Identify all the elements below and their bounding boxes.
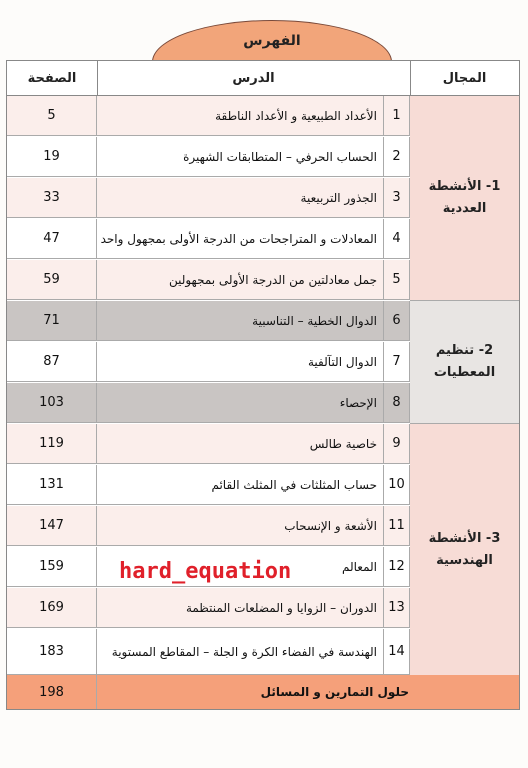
lesson-number: 11 xyxy=(384,506,410,546)
lesson-title: الهندسة في الفضاء الكرة و الجلة – المقاطع المستوية xyxy=(97,629,384,675)
lesson-title: حساب المثلثات في المثلث القائم xyxy=(97,465,384,505)
watermark-text: hard_equation xyxy=(119,559,292,584)
lesson-title: المعادلات و المتراجحات من الدرجة الأولى بمجهول واحد xyxy=(97,219,384,259)
lesson-number: 9 xyxy=(384,424,410,464)
lesson-number: 2 xyxy=(384,137,410,177)
index-title: الفهرس xyxy=(243,33,301,49)
domain-label: 3- الأنشطة الهندسية xyxy=(428,530,501,568)
lesson-number: 13 xyxy=(384,588,410,628)
lesson-title: الدوران – الزوايا و المضلعات المنتظمة xyxy=(97,588,384,628)
page-number: 103 xyxy=(7,383,97,423)
page-number: 169 xyxy=(7,588,97,628)
page-number: 47 xyxy=(7,219,97,259)
lesson-title: خاصية طالس xyxy=(97,424,384,464)
lesson-title: الجذور التربيعية xyxy=(97,178,384,218)
domain-data-organization xyxy=(410,301,519,424)
lesson-title: الحساب الحرفي – المتطابقات الشهيرة xyxy=(97,137,384,177)
lesson-number: 1 xyxy=(384,96,410,136)
lesson-title: المعالم xyxy=(97,547,384,587)
domain-label: 2- تنظيم المعطيات xyxy=(433,343,496,380)
page-number: 5 xyxy=(7,96,97,136)
page-number: 198 xyxy=(7,675,97,709)
lesson-title: الدوال التآلفية xyxy=(97,342,384,382)
domain-numeric-activities xyxy=(410,96,519,301)
page-number: 19 xyxy=(7,137,97,177)
page-number: 87 xyxy=(7,342,97,382)
page-number: 131 xyxy=(7,465,97,505)
page-number: 33 xyxy=(7,178,97,218)
lesson-title: الأشعة و الإنسحاب xyxy=(97,506,384,546)
lesson-number: 12 xyxy=(384,547,410,587)
header-lesson: الدرس xyxy=(97,61,411,96)
solutions-title: حلول التمارين و المسائل xyxy=(260,685,409,699)
lesson-number: 3 xyxy=(384,178,410,218)
domain-geometric-activities xyxy=(410,424,519,675)
page-number: 119 xyxy=(7,424,97,464)
page-number: 159 xyxy=(7,547,97,587)
lesson-number: 5 xyxy=(384,260,410,300)
header-page: الصفحة xyxy=(7,61,98,96)
page-number: 59 xyxy=(7,260,97,300)
domain-label: 1- الأنشطة العددية xyxy=(428,179,501,216)
lesson-number: 4 xyxy=(384,219,410,259)
index-title-tab xyxy=(152,20,392,63)
page-number: 183 xyxy=(7,629,97,675)
lesson-title: الأعداد الطبيعية و الأعداد الناطقة xyxy=(97,96,384,136)
page-number: 71 xyxy=(7,301,97,341)
lesson-title: الدوال الخطية – التناسبية xyxy=(97,301,384,341)
lesson-number: 6 xyxy=(384,301,410,341)
lesson-number: 14 xyxy=(384,629,410,675)
lesson-number: 7 xyxy=(384,342,410,382)
lesson-number: 8 xyxy=(384,383,410,423)
lesson-title: جمل معادلتين من الدرجة الأولى بمجهولين xyxy=(97,260,384,300)
header-domain: المجال xyxy=(410,61,519,96)
index-table xyxy=(6,60,520,710)
table-row-solutions xyxy=(7,675,519,709)
lesson-number: 10 xyxy=(384,465,410,505)
lesson-title: الإحصاء xyxy=(97,383,384,423)
page-number: 147 xyxy=(7,506,97,546)
